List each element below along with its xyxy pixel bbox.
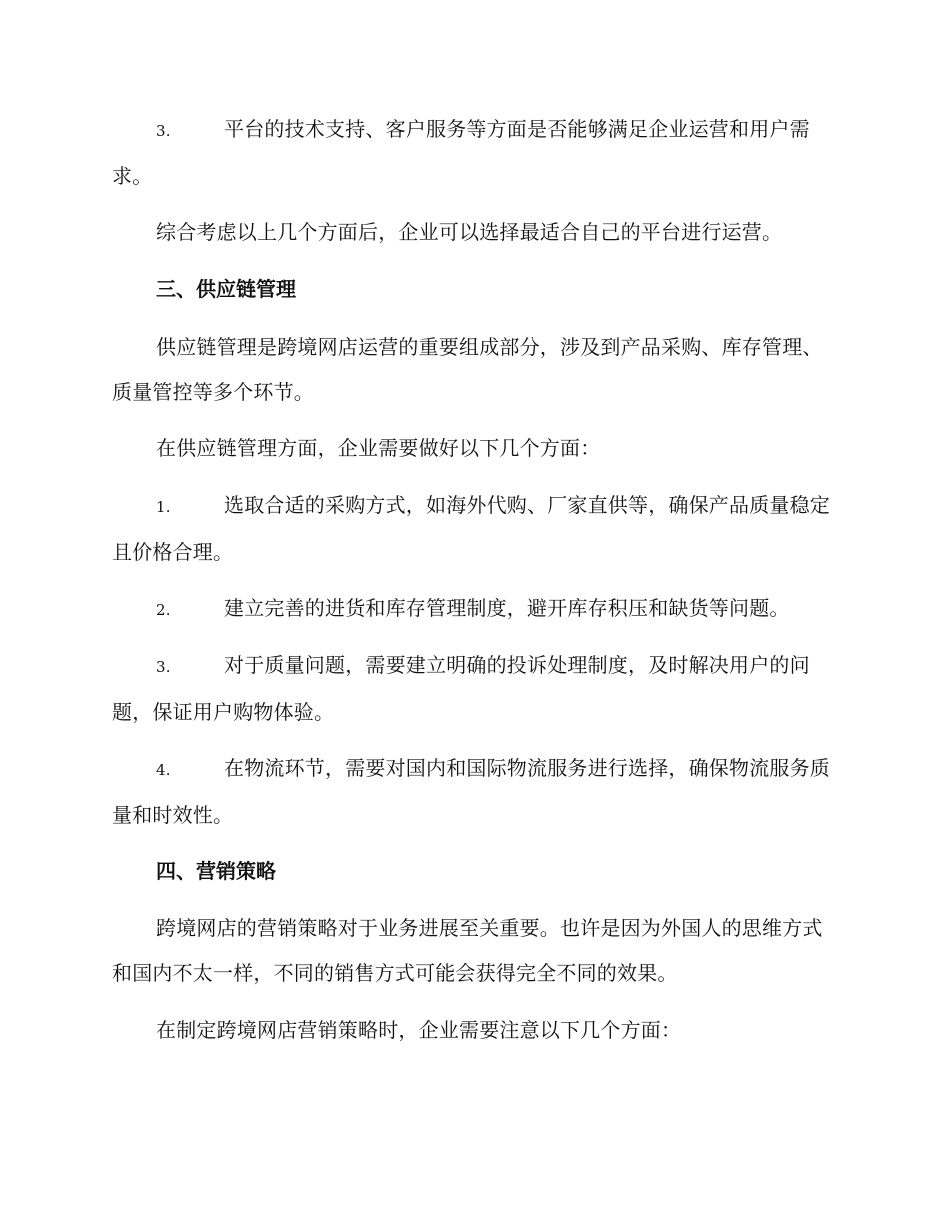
- section-heading: 四、营销策略: [156, 859, 276, 883]
- list-item: [112, 483, 832, 575]
- list-text: 选取合适的采购方式，如海外代购、厂家直供等，确保产品质量稳定且价格合理。: [112, 493, 830, 564]
- paragraph: 在供应链管理方面，企业需要做好以下几个方面：: [156, 436, 601, 460]
- list-text: 建立完善的进货和库存管理制度，避开库存积压和缺货等问题。: [224, 596, 790, 620]
- list-number: 4.: [156, 761, 171, 779]
- list-number: 3.: [156, 122, 171, 140]
- list-number: 3.: [156, 658, 171, 676]
- list-text: 在物流环节，需要对国内和国际物流服务进行选择，确保物流服务质量和时效性。: [112, 756, 830, 827]
- paragraph: 综合考虑以上几个方面后，企业可以选择最适合自己的平台进行运营。: [156, 220, 783, 244]
- list-item: [112, 586, 832, 633]
- paragraph: 供应链管理是跨境网店运营的重要组成部分，涉及到产品采购、库存管理、质量管控等多个环节。: [112, 335, 823, 404]
- list-text: 平台的技术支持、客户服务等方面是否能够满足企业运营和用户需求。: [112, 117, 810, 188]
- list-text: 对于质量问题，需要建立明确的投诉处理制度，及时解决用户的问题，保证用户购物体验。: [112, 653, 810, 724]
- list-item: [112, 107, 832, 199]
- list-item: [112, 643, 832, 735]
- paragraph: 跨境网店的营销策略对于业务进展至关重要。也许是因为外国人的思维方式和国内不太一样，不同的销售方式可能会获得完全不同的效果。: [112, 916, 823, 985]
- paragraph: 在制定跨境网店营销策略时，企业需要注意以下几个方面：: [156, 1018, 682, 1042]
- section-heading: 三、供应链管理: [156, 277, 296, 301]
- list-number: 1.: [156, 498, 171, 516]
- list-number: 2.: [156, 601, 171, 619]
- list-item: [112, 746, 832, 838]
